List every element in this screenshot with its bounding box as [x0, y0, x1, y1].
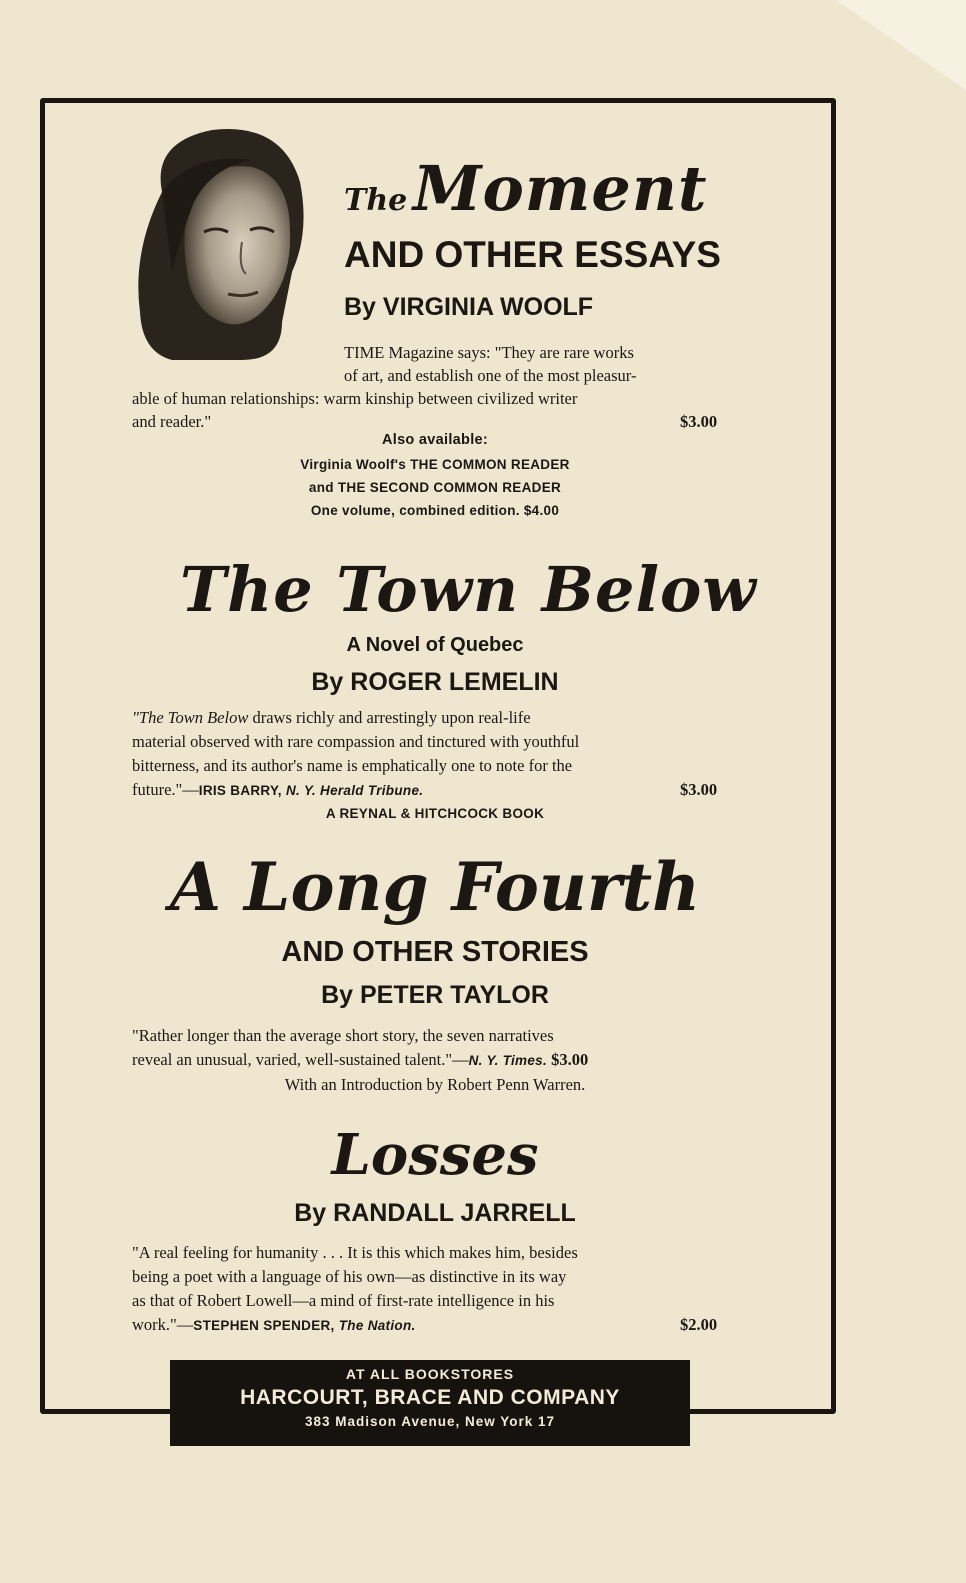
book2-author: By ROGER LEMELIN — [311, 668, 559, 696]
book2-quote-title: "The Town Below — [132, 708, 249, 727]
footer-address: 383 Madison Avenue, New York 17 — [304, 1414, 556, 1429]
book2-quote-end: future."— — [132, 780, 199, 799]
book1-quote-line2: of art, and establish one of the most pleasur- — [344, 366, 637, 385]
book2-publisher-note: A REYNAL & HITCHCOCK BOOK — [325, 806, 545, 821]
book3-author: By PETER TAYLOR — [321, 981, 549, 1009]
book4-title: Losses — [331, 1122, 539, 1188]
book4-quote-line2: being a poet with a language of his own—as distinctive in its way — [132, 1267, 567, 1286]
book1-title-prefix: The — [344, 183, 408, 218]
book3-price: $3.00 — [551, 1050, 589, 1069]
book1-also-line1: Virginia Woolf's THE COMMON READER — [300, 457, 570, 472]
book2-quote-line1 — [132, 706, 531, 730]
book1-also-line3: One volume, combined edition. $4.00 — [310, 503, 560, 518]
book2-title: The Town Below — [180, 553, 757, 626]
book4-quote-end: work."— — [132, 1315, 194, 1334]
book1-also-line2: and THE SECOND COMMON READER — [308, 480, 562, 495]
footer-publisher-name: HARCOURT, BRACE AND COMPANY — [240, 1386, 620, 1409]
book1-price: $3.00 — [680, 412, 718, 431]
book3-title: A Long Fourth — [169, 848, 701, 926]
book2-quote-line4 — [132, 778, 423, 803]
author-portrait-image — [132, 122, 310, 362]
book3-quote-line2 — [132, 1048, 588, 1073]
book2-quote-line2: material observed with rare compassion and tinctured with youthful — [132, 732, 580, 751]
publisher-footer — [170, 1360, 690, 1446]
book1-author: By VIRGINIA WOOLF — [344, 293, 594, 321]
book3-subtitle: AND OTHER STORIES — [281, 936, 589, 968]
page-corner-fold — [836, 0, 966, 90]
book2-quote-source-pub: N. Y. Herald Tribune. — [285, 783, 424, 798]
book1-subtitle: AND OTHER ESSAYS — [344, 234, 721, 275]
book4-quote-source-pub: The Nation. — [338, 1318, 416, 1333]
book4-author: By RANDALL JARRELL — [294, 1199, 576, 1227]
book4-quote-line4 — [132, 1313, 416, 1338]
footer-line1: AT ALL BOOKSTORES — [345, 1366, 515, 1382]
book1-quote-line1: TIME Magazine says: "They are rare works — [344, 343, 634, 362]
book1-title — [344, 152, 708, 225]
book2-quote-line1-rest: draws richly and arrestingly upon real-life — [248, 708, 531, 727]
book2-quote-line3: bitterness, and its author's name is emphatically one to note for the — [132, 756, 573, 775]
book3-quote-source: N. Y. Times. — [468, 1053, 548, 1068]
book4-price: $2.00 — [680, 1315, 718, 1334]
book2-subtitle: A Novel of Quebec — [346, 634, 524, 656]
book1-quote-line3: able of human relationships: warm kinship between civilized writer — [132, 389, 578, 408]
book3-quote-line1: "Rather longer than the average short story, the seven narratives — [132, 1026, 554, 1045]
book3-quote-line2-text: reveal an unusual, varied, well-sustained talent."— — [132, 1050, 469, 1069]
book4-quote-line1: "A real feeling for humanity . . . It is this which makes him, besides — [132, 1243, 578, 1262]
book4-quote-line3: as that of Robert Lowell—a mind of first-rate intelligence in his — [132, 1291, 555, 1310]
book4-quote-source-name: STEPHEN SPENDER, — [193, 1318, 335, 1333]
book1-title-main: Moment — [412, 152, 708, 225]
book1-quote-line4: and reader." — [132, 412, 212, 431]
book1-also-heading: Also available: — [381, 432, 489, 448]
book3-intro-note: With an Introduction by Robert Penn Warren. — [284, 1075, 586, 1094]
book2-price: $3.00 — [680, 780, 718, 799]
book2-quote-source-name: IRIS BARRY, — [198, 783, 282, 798]
